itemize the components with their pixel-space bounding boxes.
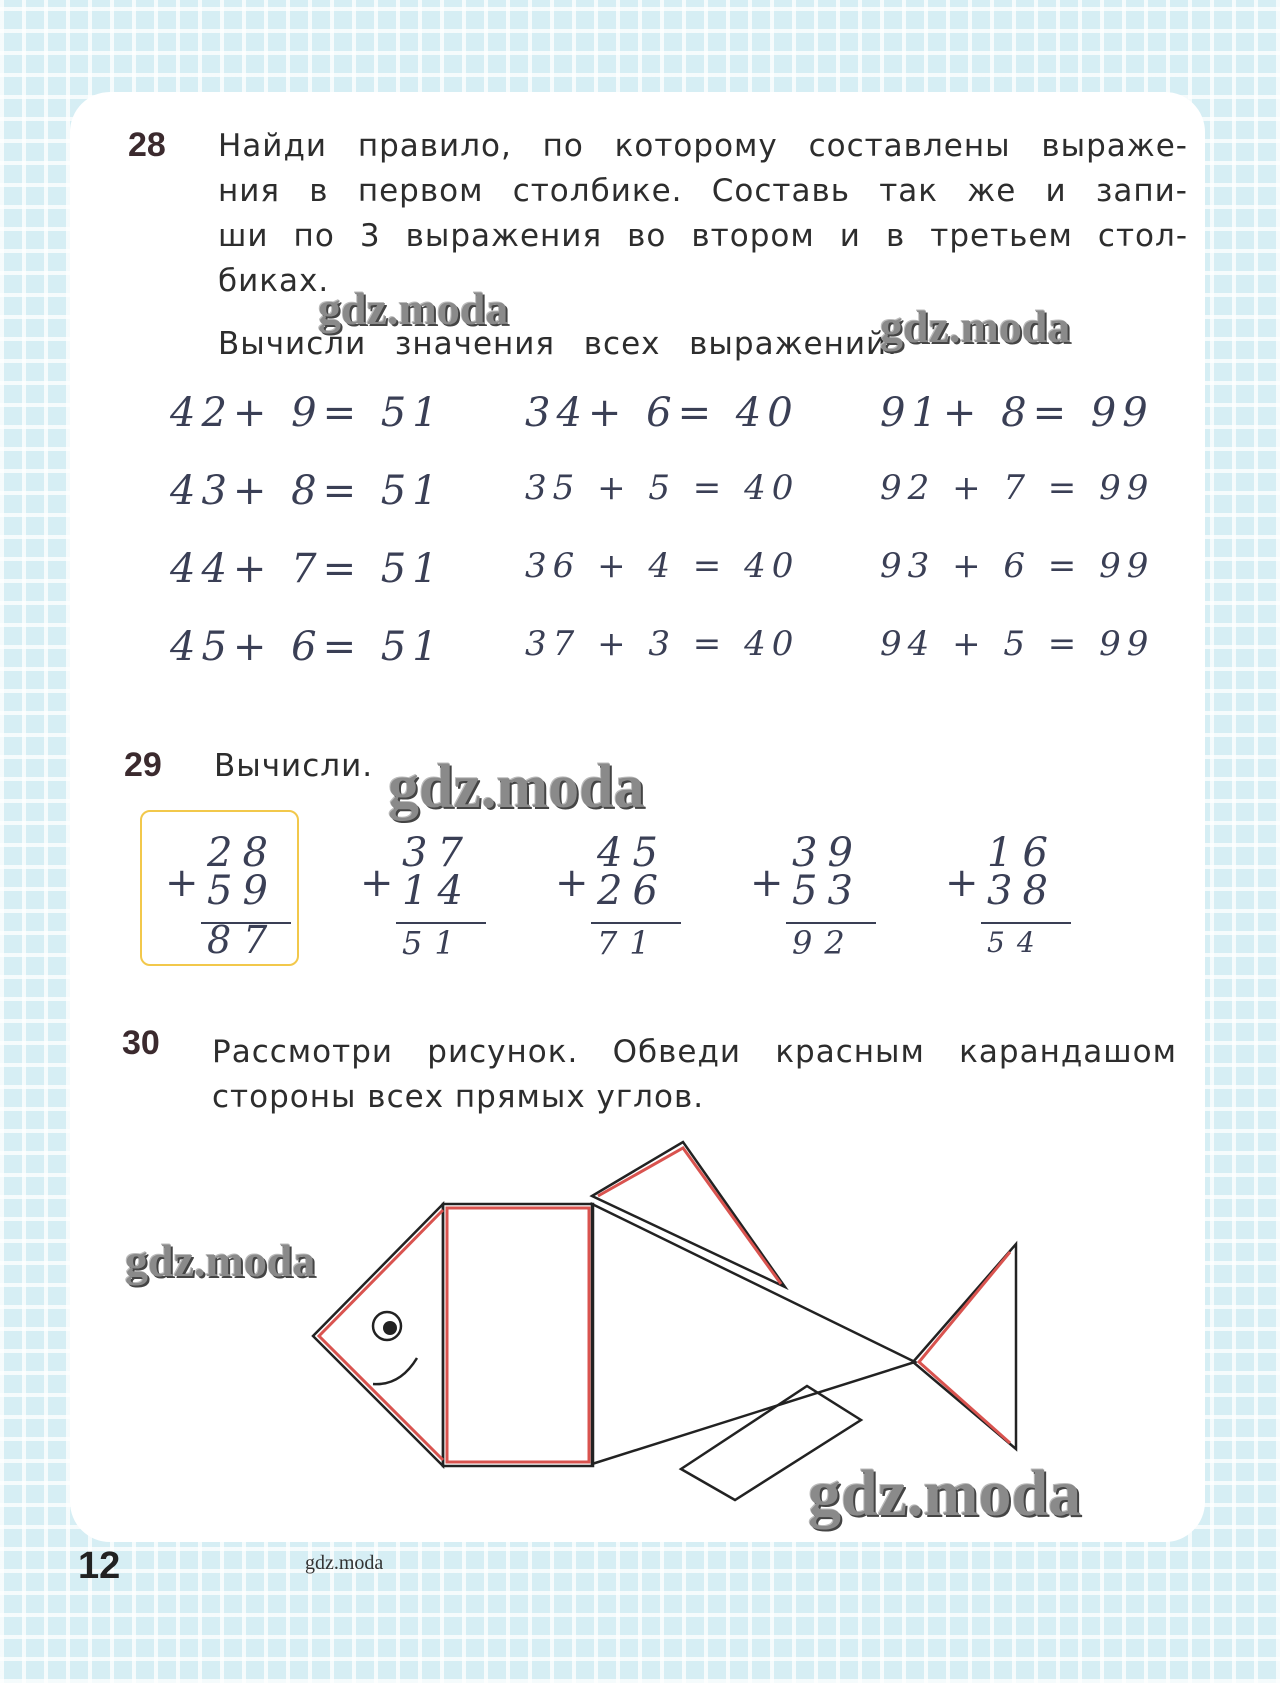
task-30-number: 30 bbox=[122, 1024, 160, 1062]
sum-result: 87 bbox=[207, 918, 280, 962]
sum-result: 92 bbox=[792, 924, 857, 962]
task-28-number: 28 bbox=[128, 126, 166, 164]
sum-result: 54 bbox=[987, 926, 1047, 959]
plus-sign: + bbox=[165, 860, 199, 906]
addend-bottom: 26 bbox=[597, 868, 668, 914]
task-28-line-2: ния в первом столбике. Составь так же и запи- bbox=[218, 173, 1188, 209]
expr-col1-row4: 45+ 6= 51 bbox=[170, 624, 444, 670]
expr-col1-row1: 42+ 9= 51 bbox=[170, 390, 444, 436]
watermark: gdz.moda bbox=[808, 1457, 1082, 1530]
plus-sign: + bbox=[360, 860, 394, 906]
task-28-line-1: Найди правило, по которому составлены выраже- bbox=[218, 128, 1188, 164]
plus-sign: + bbox=[555, 860, 589, 906]
addend-bottom: 38 bbox=[987, 868, 1058, 914]
footer-watermark: gdz.moda bbox=[305, 1552, 384, 1574]
fish-rectangle bbox=[443, 1204, 593, 1466]
watermark: gdz.moda bbox=[318, 283, 509, 334]
expr-col2-row2: 35 + 5 = 40 bbox=[525, 468, 800, 508]
task-28-line-4: биках. bbox=[218, 263, 330, 299]
expr-col2-row1: 34+ 6= 40 bbox=[525, 390, 799, 436]
fish-outline bbox=[313, 1142, 1016, 1500]
plus-sign: + bbox=[750, 860, 784, 906]
watermark: gdz.moda bbox=[880, 301, 1071, 352]
expr-col3-row2: 92 + 7 = 99 bbox=[880, 468, 1155, 508]
expr-col2-row3: 36 + 4 = 40 bbox=[525, 546, 800, 586]
red-rectangle-sides bbox=[447, 1208, 589, 1462]
task-28-line-5: Вычисли значения всех выражений. bbox=[218, 326, 898, 362]
fish-tail-triangle bbox=[913, 1244, 1016, 1449]
addend-top: 16 bbox=[987, 830, 1058, 876]
addend-bottom: 53 bbox=[792, 868, 863, 914]
watermark: gdz.moda bbox=[125, 1235, 316, 1286]
task-28-line-3: ши по 3 выражения во втором и в третьем стол- bbox=[218, 218, 1188, 254]
addend-top: 45 bbox=[597, 830, 668, 876]
expr-col3-row3: 93 + 6 = 99 bbox=[880, 546, 1155, 586]
page-number: 12 bbox=[78, 1545, 121, 1587]
fish-top-fin bbox=[592, 1142, 785, 1287]
addend-top: 39 bbox=[792, 830, 863, 876]
addend-bottom: 59 bbox=[207, 868, 278, 914]
task-29-number: 29 bbox=[124, 746, 162, 784]
expr-col1-row2: 43+ 8= 51 bbox=[170, 468, 444, 514]
expr-col3-row1: 91+ 8= 99 bbox=[880, 390, 1154, 436]
task-30-line-2: стороны всех прямых углов. bbox=[212, 1079, 705, 1115]
red-right-angle-marks bbox=[319, 1148, 1010, 1462]
task-30-line-1: Рассмотри рисунок. Обведи красным карандашом bbox=[212, 1034, 1177, 1070]
expr-col2-row4: 37 + 3 = 40 bbox=[525, 624, 800, 664]
addend-bottom: 14 bbox=[402, 868, 473, 914]
fish-mouth bbox=[373, 1358, 417, 1384]
expr-col3-row4: 94 + 5 = 99 bbox=[880, 624, 1155, 664]
sum-result: 51 bbox=[402, 924, 467, 962]
fish-pupil bbox=[383, 1321, 397, 1335]
sum-result: 71 bbox=[597, 924, 662, 962]
plus-sign: + bbox=[945, 860, 979, 906]
addend-top: 37 bbox=[402, 830, 473, 876]
red-top-fin-sides bbox=[598, 1148, 781, 1284]
addend-top: 28 bbox=[207, 830, 278, 876]
watermark: gdz.moda bbox=[388, 753, 645, 821]
red-tail-sides bbox=[919, 1252, 1010, 1443]
expr-col1-row3: 44+ 7= 51 bbox=[170, 546, 444, 592]
task-29-text: Вычисли. bbox=[214, 748, 374, 784]
